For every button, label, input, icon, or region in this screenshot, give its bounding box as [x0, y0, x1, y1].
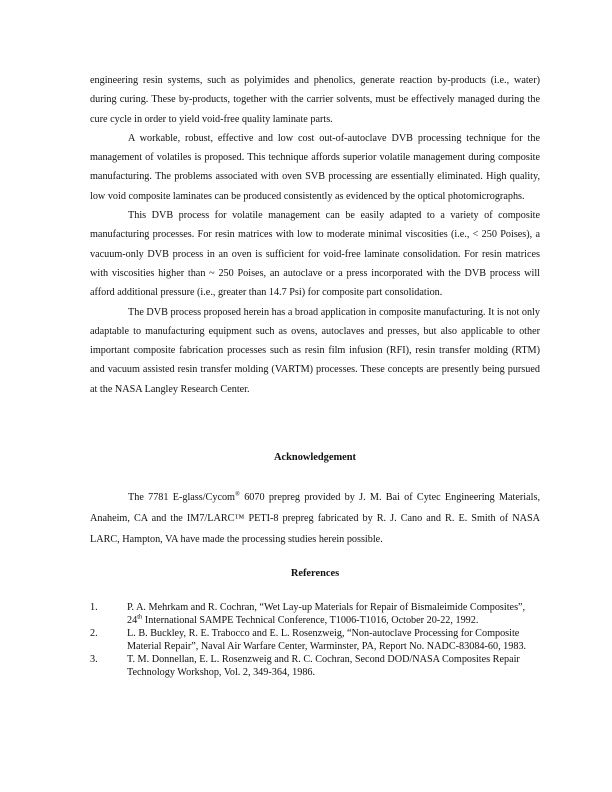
reference-item	[90, 602, 542, 627]
reference-text-part-b: International SAMPE Technical Conference, T1006-T1016, October 20-22, 1992.	[142, 614, 479, 626]
reference-item	[90, 654, 542, 679]
reference-list	[90, 602, 542, 681]
paragraph-dvb-adaptation: This DVB process for volatile management can be easily adapted to a variety of composite manufacturing processes. For resin matrices with low to moderate minimal viscosities (i.e., < 250 Poises), a vacuum-only DVB process in an oven is sufficient for void-free laminate consolidation. For resin matrices with viscosities higher than ~ 250 Poises, an autoclave or a press incorporated with the DVB process will afford additional pressure (i.e., greater than 14.7 Psi) for composite part consolidation.	[90, 210, 540, 299]
reference-text	[127, 602, 542, 627]
paragraph-dvb-applications: The DVB process proposed herein has a broad application in composite manufacturing. It is not only adaptable to manufacturing equipment such as ovens, autoclaves and presses, but also applicable to other important composite fabrication processes such as resin film infusion (RFI), resin transfer molding (RTM) and vacuum assisted resin transfer molding (VARTM) processes. These concepts are presently being pursued at the NASA Langley Research Center.	[90, 306, 540, 395]
references-heading: References	[290, 568, 340, 579]
reference-number: 3.	[90, 654, 98, 666]
acknowledgement-text	[90, 487, 540, 550]
registered-mark: ®	[234, 490, 240, 498]
acknowledgement-text-part-b: 6070 prepreg provided by J. M. Bai of Cytec Engineering Materials, Anaheim, CA and the IM7/LARC™ PETI-8 prepreg fabricated by R. J. Cano and R. E. Smith of NASA LARC, Hampton, VA have made the processing studies herein possible.	[90, 492, 540, 545]
ordinal-suffix: th	[137, 613, 143, 621]
acknowledgement-heading: Acknowledgement	[274, 452, 356, 463]
reference-text: L. B. Buckley, R. E. Trabocco and E. L. Rosenzweig, “Non-autoclave Processing for Composite Material Repair”, Naval Air Warfare Center, Warminster, PA, Report No. NADC-83084-60, 1983.	[127, 628, 527, 652]
paragraph-volatiles: engineering resin systems, such as polyimides and phenolics, generate reaction by-products (i.e., water) during curing. These by-products, together with the carrier solvents, must be effectively managed during the cure cycle in order to yield void-free quality laminate parts.	[90, 75, 540, 125]
paragraph-dvb-technique: A workable, robust, effective and low cost out-of-autoclave DVB processing technique for the management of volatiles is proposed. This technique affords superior volatile management during composite manufacturing. The problems associated with oven SVB processing are essentially eliminated. High quality, low void composite laminates can be produced consistently as evidenced by the optical photomicrographs.	[90, 132, 540, 202]
acknowledgement-text-part-a: The 7781 E-glass/Cycom	[128, 492, 235, 503]
reference-number: 2.	[90, 628, 98, 640]
body-text	[90, 71, 540, 399]
reference-text: T. M. Donnellan, E. L. Rosenzweig and R. C. Cochran, Second DOD/NASA Composites Repair Technology Workshop, Vol. 2, 349-364, 1986.	[127, 654, 520, 678]
reference-text-part-a: P. A. Mehrkam and R. Cochran, “Wet Lay-up Materials for Repair of Bismaleimide Composites”, 24	[127, 602, 526, 626]
reference-number: 1.	[90, 602, 98, 613]
reference-item	[90, 628, 542, 653]
